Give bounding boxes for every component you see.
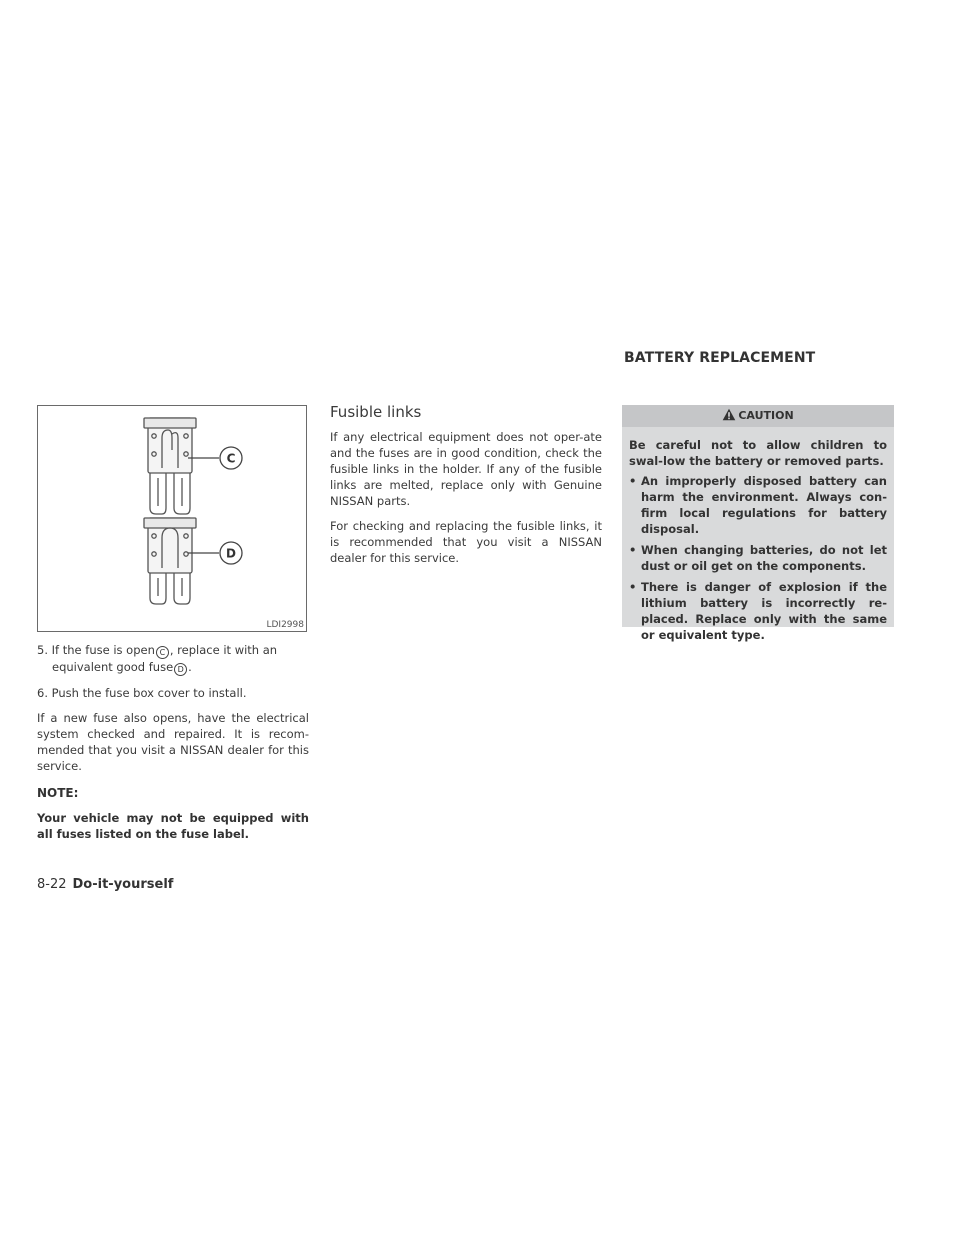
page-footer — [37, 877, 173, 892]
caution-bullet-text: When changing batteries, do not let dust or oil get on the components. — [641, 543, 887, 573]
note-text: Your vehicle may not be equipped with all fuses listed on the fuse label. — [37, 811, 309, 841]
fuse-open-drawing — [144, 418, 196, 514]
page-number: 8-22 — [37, 877, 67, 892]
callout-label-d: D — [226, 546, 236, 561]
step-5-text-after: . — [188, 660, 192, 674]
figure-code: LDI2998 — [266, 620, 304, 630]
chapter-title: Do-it-yourself — [72, 877, 174, 892]
caution-header — [622, 405, 894, 427]
caution-bullet-text: An improperly disposed battery can harm the environment. Always con-firm local regulations for battery disposal. — [641, 474, 887, 536]
left-column — [37, 405, 309, 842]
caution-box — [622, 405, 894, 642]
step-5 — [37, 642, 309, 676]
callout-label-c: C — [226, 451, 236, 466]
step-6-text: Push the fuse box cover to install. — [51, 686, 247, 700]
fuse-good-drawing — [144, 518, 196, 604]
note-label: NOTE: — [37, 786, 79, 800]
step-6-number: 6. — [37, 686, 48, 700]
callout-ref-c: C — [156, 646, 169, 659]
step-5-text-before: If the fuse is open — [51, 643, 155, 657]
step-5-text-middle: , replace it with an equivalent good fuse — [52, 643, 278, 674]
fuse-figure — [37, 405, 307, 632]
step-5-number: 5. — [37, 643, 48, 657]
fusible-links-heading: Fusible links — [330, 403, 422, 421]
left-paragraph: If a new fuse also opens, have the electrical system checked and repaired. It is recom-mended that you visit a NISSAN dealer for this service. — [37, 711, 309, 773]
caution-body — [622, 427, 894, 643]
caution-bullet-2: • When changing batteries, do not let dust or oil get on the components. — [629, 543, 887, 573]
caution-bullet-text: There is danger of explosion if the lithium battery is incorrectly re-placed. Replace only with the same or equivalent type. — [641, 580, 887, 642]
fusible-paragraph-1: If any electrical equipment does not oper-ate and the fuses are in good condition, check the fusible links in the holder. If any of the fusible links are melted, replace only with Genuine NISSAN parts. — [330, 430, 602, 508]
fuse-illustration — [38, 406, 306, 631]
caution-bullet-1: • An improperly disposed battery can harm the environment. Always con-firm local regulations for battery disposal. — [629, 474, 887, 536]
callout-ref-d: D — [174, 663, 187, 676]
caution-bullet-3: • There is danger of explosion if the lithium battery is incorrectly re-placed. Replace only with the same or equivalent type. — [629, 580, 887, 642]
middle-column — [330, 403, 602, 566]
caution-title: CAUTION — [738, 409, 794, 422]
fusible-paragraph-2: For checking and replacing the fusible links, it is recommended that you visit a NISSAN dealer for this service. — [330, 519, 602, 565]
warning-triangle-icon — [722, 407, 736, 429]
step-6 — [37, 685, 309, 701]
section-heading: BATTERY REPLACEMENT — [624, 350, 816, 366]
caution-intro: Be careful not to allow children to swal-low the battery or removed parts. — [629, 438, 887, 468]
